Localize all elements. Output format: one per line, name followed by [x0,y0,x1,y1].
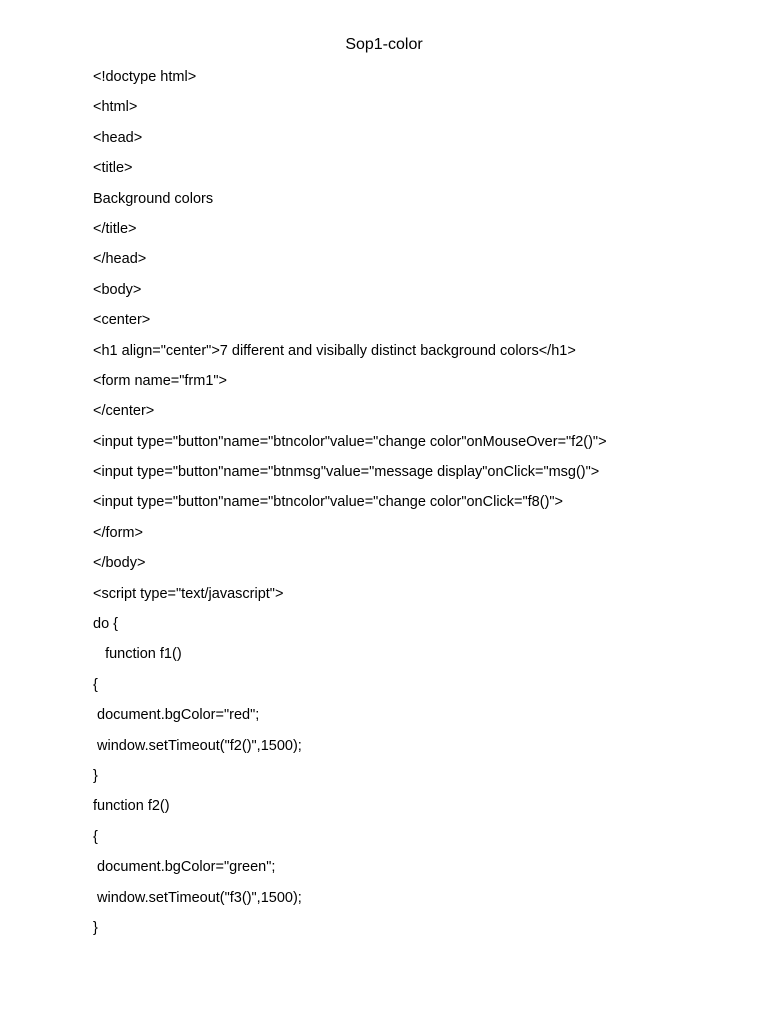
code-line: <input type="button"name="btnmsg"value="message display"onClick="msg()"> [93,464,600,481]
code-line: do { [93,616,118,633]
code-line: </form> [93,524,143,541]
code-line: <form name="frm1"> [93,372,227,389]
code-line: <head> [93,129,143,146]
code-line: window.setTimeout("f2()",1500); [93,737,302,754]
code-line: <!doctype html> [93,69,197,85]
code-line: </head> [93,251,147,268]
code-line: <input type="button"name="btncolor"value="change color"onClick="f8()"> [93,494,564,511]
code-line: document.bgColor="green"; [93,859,276,876]
code-line: function f1() [93,646,182,663]
code-line: <center> [93,312,151,329]
code-line: window.setTimeout("f3()",1500); [93,889,302,906]
code-line: <title> [93,160,133,177]
code-line: { [93,828,98,845]
code-line: } [93,919,98,936]
code-lines [93,67,607,948]
code-line: } [93,767,98,784]
code-line: </center> [93,403,155,420]
code-line: { [93,676,98,693]
code-line: </body> [93,555,146,572]
code-line: function f2() [93,798,170,815]
code-line: </title> [93,220,137,237]
code-line: <script type="text/javascript"> [93,585,284,602]
code-line: <input type="button"name="btncolor"value="change color"onMouseOver="f2()"> [93,433,607,450]
code-line: <html> [93,99,138,116]
code-line: <h1 align="center">7 different and visibally distinct background colors</h1> [93,342,576,359]
code-line: document.bgColor="red"; [93,707,260,724]
code-line: Background colors [93,190,214,207]
document-title: Sop1-color [345,36,423,53]
code-line: <body> [93,281,142,298]
